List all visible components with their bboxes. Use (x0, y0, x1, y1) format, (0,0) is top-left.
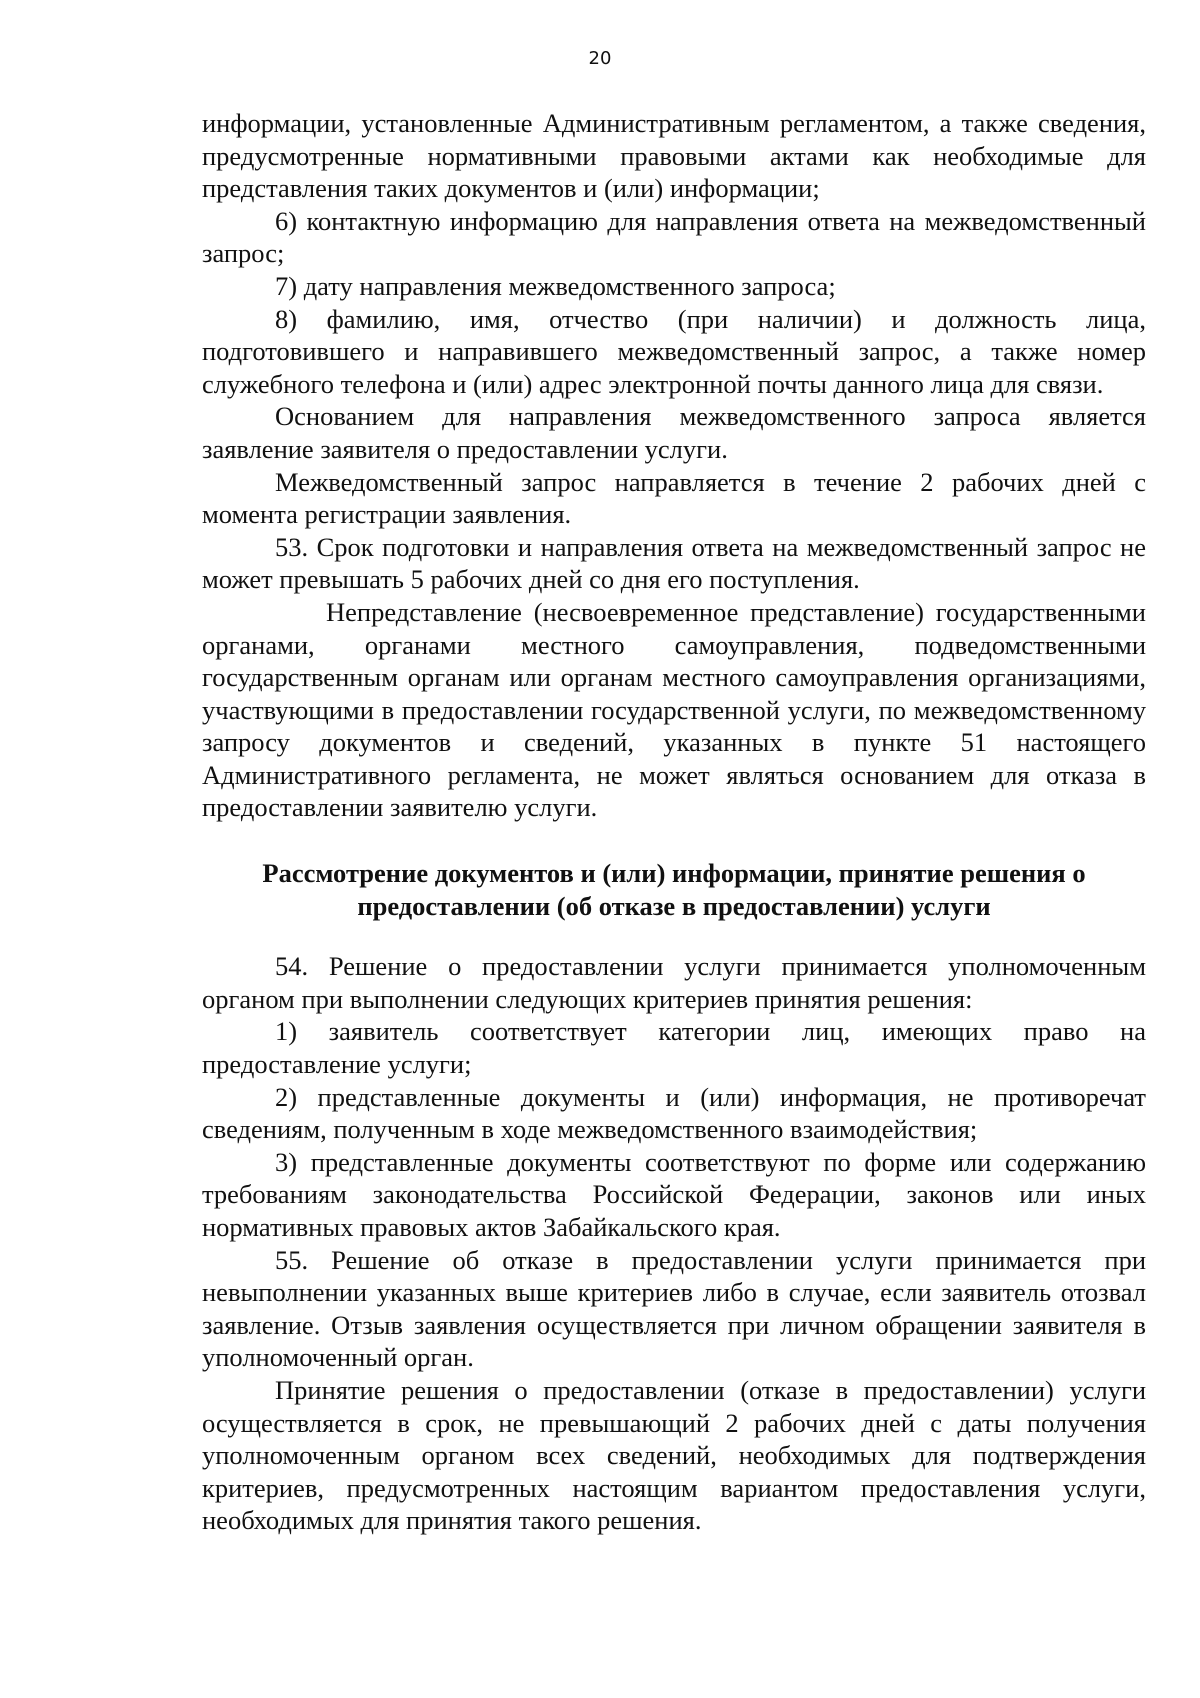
paragraph-criterion-3: 3) представленные документы соответствуют по форме или содержанию требованиям законодательства Российской Федерации, законов или иных нормативных правовых актов Забайкальского края. (202, 1146, 1146, 1242)
section-heading: Рассмотрение документов и (или) информации, принятие решения о предоставлении (об отказе в предоставлении) услуги (262, 858, 1086, 921)
paragraph-continuation: информации, установленные Административным регламентом, а также сведения, предусмотренные нормативными правовыми актами как необходимые для представления таких документов и (или) информации; (202, 108, 1146, 204)
paragraph-53: 53. Срок подготовки и направления ответа на межведомственный запрос не может превышать 5 рабочих дней со дня его поступления. (202, 531, 1146, 595)
paragraph-criterion-2: 2) представленные документы и (или) информация, не противоречат сведениям, полученным в ходе межведомственного взаимодействия; (202, 1081, 1146, 1145)
paragraph-decision-term: Принятие решения о предоставлении (отказе в предоставлении) услуги осуществляется в срок, не превышающий 2 рабочих дней с даты получения уполномоченным органом всех сведений, необходимых для подтверждения критериев, предусмотренных настоящим вариантом предоставления услуги, необходимых для принятия такого решения. (202, 1374, 1146, 1536)
paragraph-item-8: 8) фамилию, имя, отчество (при наличии) и должность лица, подготовившего и направившего межведомственный запрос, а также номер служебного телефона и (или) адрес электронной почты данного лица для связи. (202, 303, 1146, 399)
paragraph-55: 55. Решение об отказе в предоставлении услуги принимается при невыполнении указанных выше критериев либо в случае, если заявитель отозвал заявление. Отзыв заявления осуществляется при личном обращении заявителя в уполномоченный орган. (202, 1244, 1146, 1373)
paragraph-request-term: Межведомственный запрос направляется в течение 2 рабочих дней с момента регистрации заявления. (202, 466, 1146, 530)
page-number: 20 (588, 48, 612, 69)
document-body (202, 107, 1146, 1537)
paragraph-basis: Основанием для направления межведомственного запроса является заявление заявителя о предоставлении услуги. (202, 401, 1146, 464)
paragraph-item-6: 6) контактную информацию для направления ответа на межведомственный запрос; (202, 205, 1146, 269)
paragraph-criterion-1: 1) заявитель соответствует категории лиц, имеющих право на предоставление услуги; (202, 1016, 1146, 1080)
paragraph-item-7: 7) дату направления межведомственного запроса; (275, 270, 836, 301)
paragraph-54: 54. Решение о предоставлении услуги принимается уполномоченным органом при выполнении следующих критериев принятия решения: (202, 951, 1146, 1014)
paragraph-non-submission: Непредставление (несвоевременное представление) государственными органами, органами местного самоуправления, подведомственными государственным органам или органам местного самоуправления организациями, участвующими в предоставлении государственной услуги, по межведомственному запросу документов и сведений, указанных в пункте 51 настоящего Административного регламента, не может являться основанием для отказа в предоставлении заявителю услуги. (202, 596, 1146, 823)
